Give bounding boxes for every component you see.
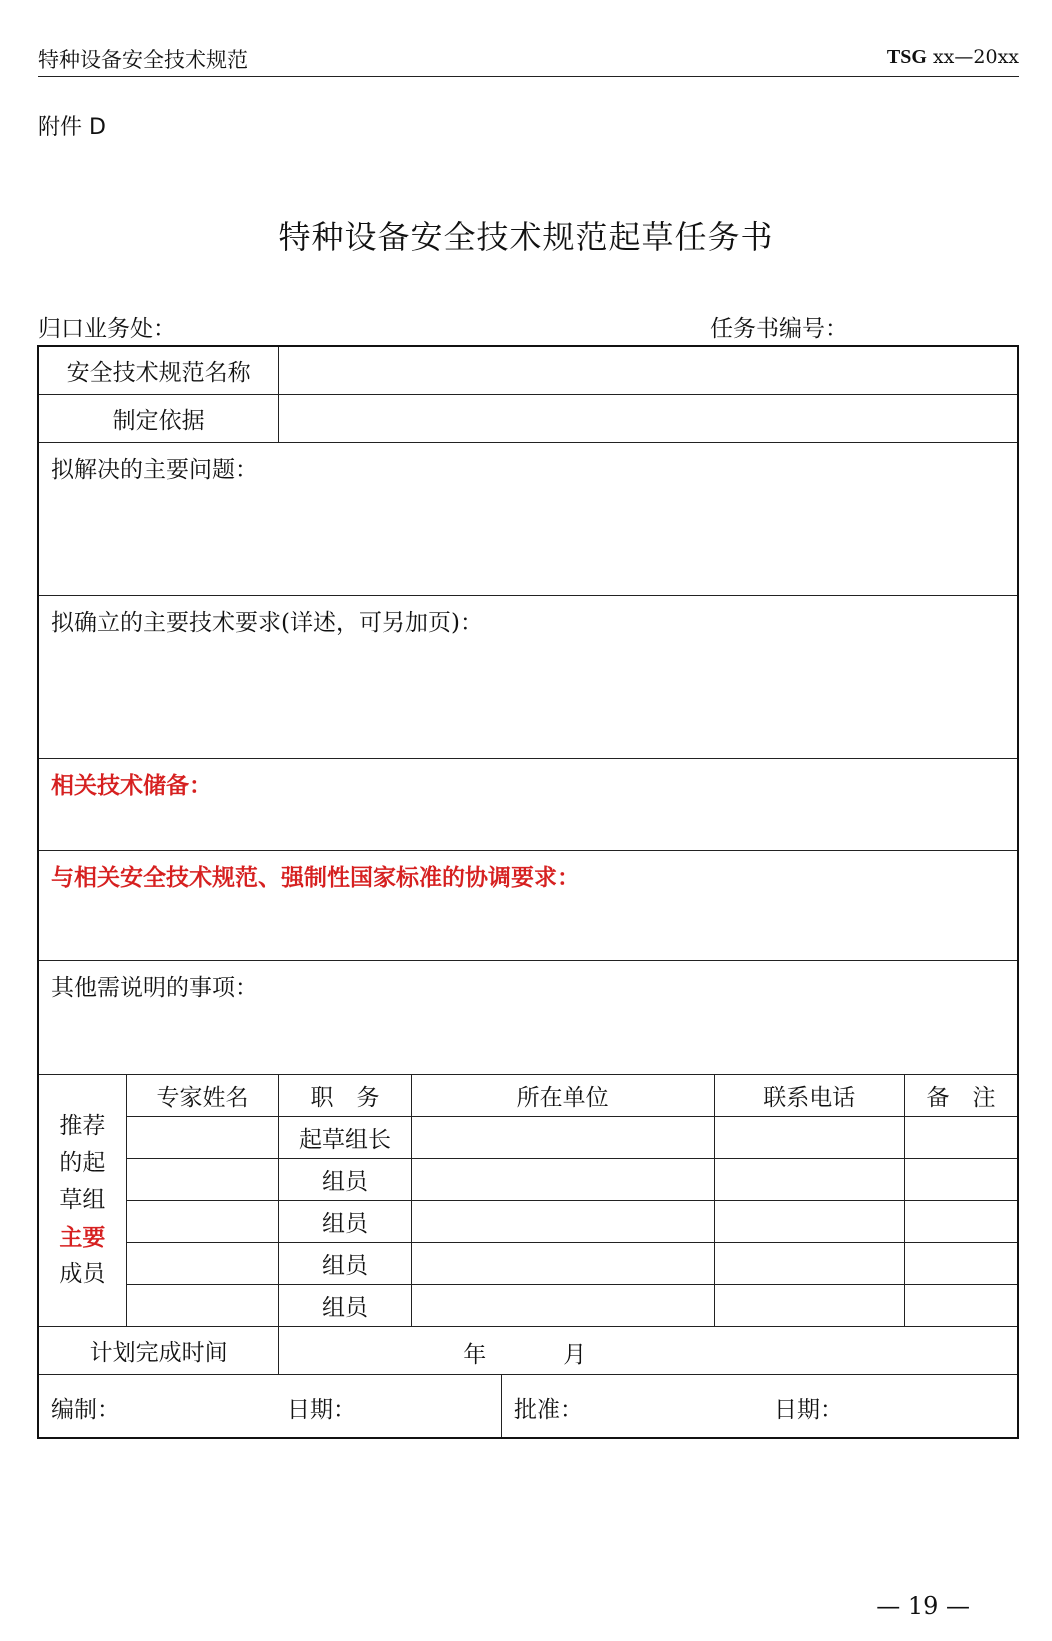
member-row (38, 1116, 1018, 1158)
column-header: 职 务 (279, 1074, 411, 1116)
requirements-section[interactable] (38, 595, 1018, 758)
expert-name-cell[interactable] (126, 1200, 278, 1242)
other-section[interactable] (38, 960, 1018, 1074)
remark-cell[interactable] (904, 1242, 1018, 1284)
phone-cell[interactable] (714, 1242, 904, 1284)
member-row (38, 1200, 1018, 1242)
members-header-row (38, 1074, 1018, 1116)
organization-cell[interactable] (411, 1116, 714, 1158)
role-cell: 组员 (279, 1158, 411, 1200)
other-row (38, 960, 1018, 1074)
requirements-row (38, 595, 1018, 758)
basis-row (38, 394, 1018, 442)
coordination-label: 与相关安全技术规范、强制性国家标准的协调要求： (51, 863, 580, 891)
organization-cell[interactable] (411, 1242, 714, 1284)
signature-cell (38, 1374, 1018, 1438)
problems-label: 拟解决的主要问题： (51, 456, 258, 483)
spec-name-row (38, 346, 1018, 394)
side-line: 的起 (59, 1149, 106, 1176)
department-label: 归口业务处： (38, 316, 176, 342)
header-code (887, 46, 1019, 69)
side-line-highlight: 主要 (59, 1223, 106, 1251)
member-row (38, 1284, 1018, 1326)
requirements-label: 拟确立的主要技术要求(详述，可另加页)： (51, 609, 483, 636)
phone-cell[interactable] (714, 1200, 904, 1242)
month-label: 月 (563, 1341, 587, 1368)
basis-label: 制定依据 (38, 394, 279, 442)
members-side-label (38, 1074, 126, 1326)
organization-cell[interactable] (411, 1284, 714, 1326)
problems-section[interactable] (38, 442, 1018, 595)
expert-name-cell[interactable] (126, 1242, 278, 1284)
organization-cell[interactable] (411, 1158, 714, 1200)
page-header (38, 38, 1019, 77)
problems-row (38, 442, 1018, 595)
expert-name-cell[interactable] (126, 1158, 278, 1200)
spec-name-label: 安全技术规范名称 (38, 346, 279, 394)
page-number: — 19 — (876, 1592, 970, 1620)
role-cell: 组员 (279, 1242, 411, 1284)
prepared-block[interactable] (39, 1375, 502, 1437)
completion-row (38, 1326, 1018, 1374)
side-line: 草组 (59, 1186, 106, 1213)
phone-cell[interactable] (714, 1158, 904, 1200)
reserve-section[interactable] (38, 758, 1018, 850)
year-label: 年 (463, 1341, 487, 1368)
member-row (38, 1242, 1018, 1284)
appendix-label: 附件 D (38, 115, 106, 140)
column-header: 所在单位 (411, 1074, 714, 1116)
approved-label: 批准： (514, 1396, 583, 1423)
header-title: 特种设备安全技术规范 (38, 48, 248, 72)
coordination-section[interactable] (38, 850, 1018, 960)
organization-cell[interactable] (411, 1200, 714, 1242)
prepared-label: 编制： (51, 1396, 120, 1423)
remark-cell[interactable] (904, 1116, 1018, 1158)
role-cell: 组员 (279, 1284, 411, 1326)
signature-row (38, 1374, 1018, 1438)
prepared-date-label: 日期： (287, 1396, 356, 1423)
reserve-row (38, 758, 1018, 850)
phone-cell[interactable] (714, 1284, 904, 1326)
basis-field[interactable] (279, 394, 1018, 442)
reserve-label: 相关技术储备： (51, 771, 212, 799)
header-code-prefix: TSG (886, 46, 927, 68)
task-form-table (37, 345, 1019, 1439)
expert-name-cell[interactable] (126, 1284, 278, 1326)
expert-name-cell[interactable] (126, 1116, 278, 1158)
remark-cell[interactable] (904, 1284, 1018, 1326)
task-number-label: 任务书编号： (710, 316, 848, 342)
completion-date-field[interactable] (279, 1326, 1018, 1374)
coordination-row (38, 850, 1018, 960)
completion-label: 计划完成时间 (38, 1326, 279, 1374)
remark-cell[interactable] (904, 1200, 1018, 1242)
role-cell: 起草组长 (279, 1116, 411, 1158)
column-header: 专家姓名 (126, 1074, 278, 1116)
spec-name-field[interactable] (279, 346, 1018, 394)
approved-date-label: 日期： (774, 1396, 843, 1423)
side-line: 推荐 (59, 1112, 106, 1139)
member-row (38, 1158, 1018, 1200)
column-header: 联系电话 (714, 1074, 904, 1116)
remark-cell[interactable] (904, 1158, 1018, 1200)
column-header: 备 注 (904, 1074, 1018, 1116)
approved-block[interactable] (502, 1375, 1017, 1437)
document-title: 特种设备安全技术规范起草任务书 (278, 218, 774, 256)
other-label: 其他需说明的事项： (51, 974, 258, 1001)
role-cell: 组员 (279, 1200, 411, 1242)
signature-wrap (39, 1375, 1017, 1437)
side-line: 成员 (59, 1260, 106, 1287)
header-code-suffix: xx—20xx (926, 46, 1019, 68)
phone-cell[interactable] (714, 1116, 904, 1158)
